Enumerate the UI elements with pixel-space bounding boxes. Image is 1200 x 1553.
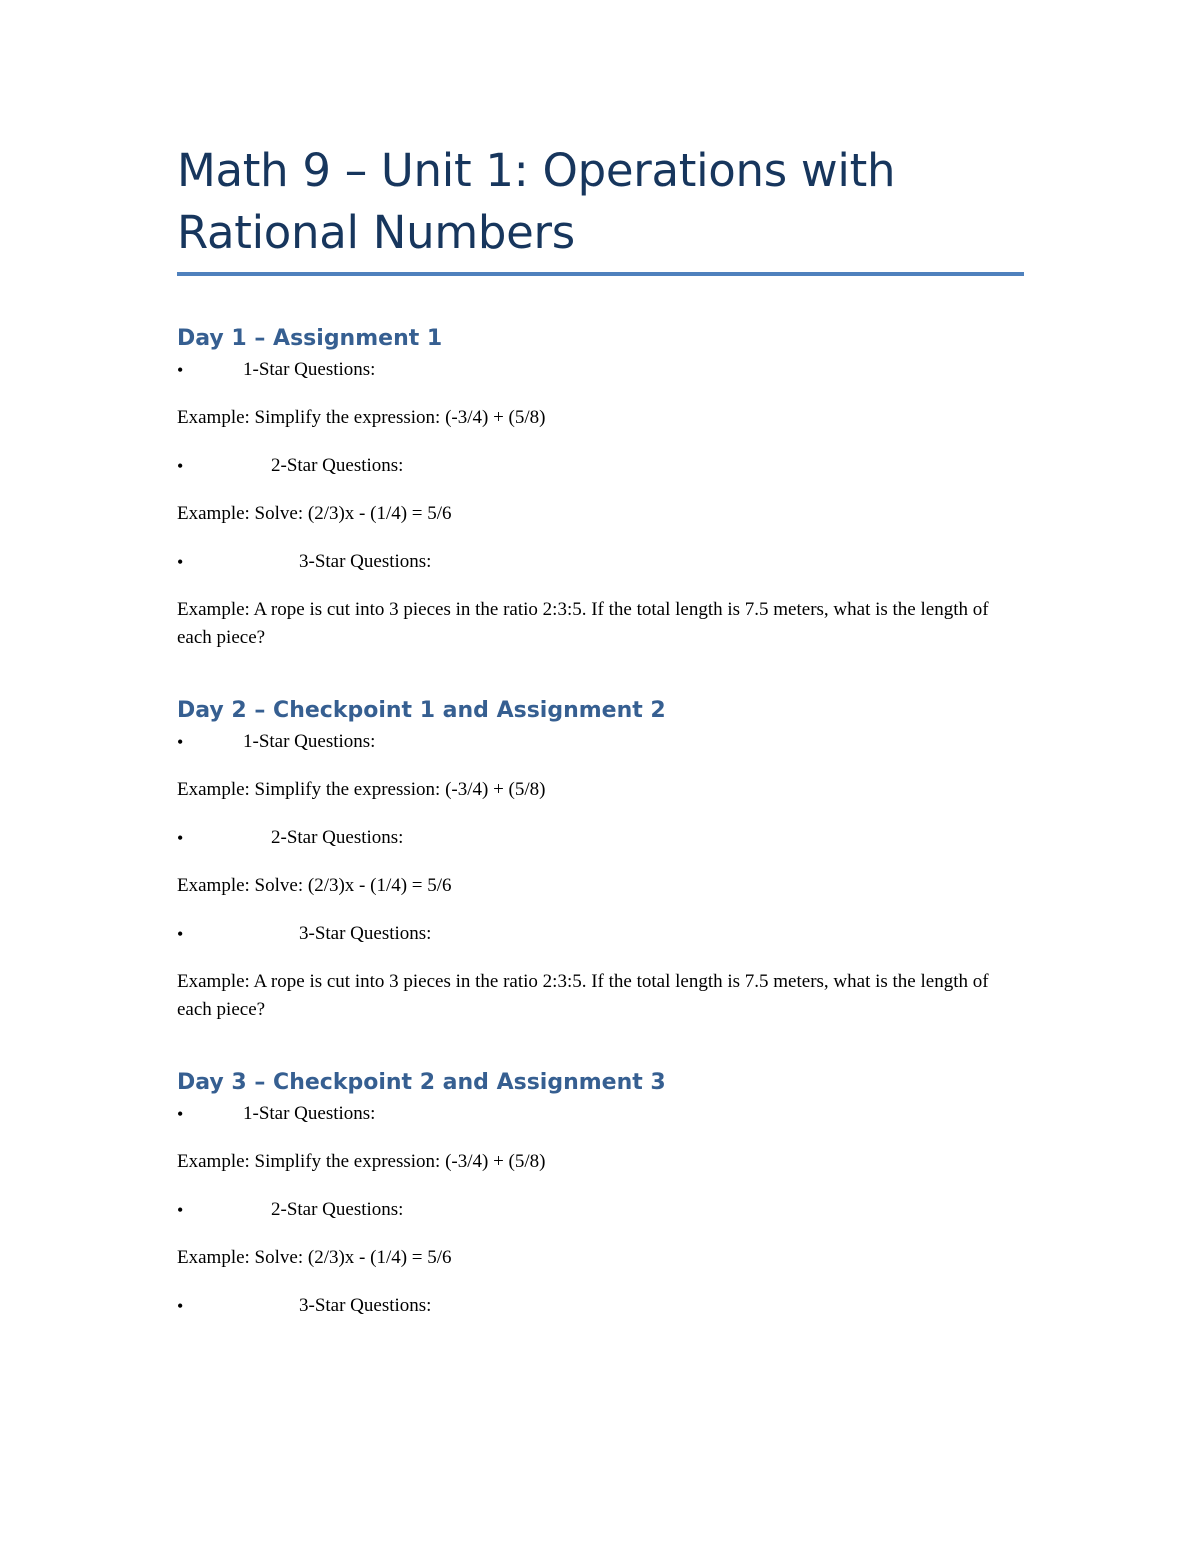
question-level-label: 1-Star Questions:: [243, 731, 376, 752]
document-body: [177, 140, 1024, 1364]
question-level-item: [177, 548, 1024, 576]
question-level-item: [177, 1196, 1024, 1224]
question-level-item: [177, 1100, 1024, 1128]
bullet-icon: •: [177, 552, 184, 572]
question-level-label: 2-Star Questions:: [271, 455, 404, 476]
bullet-icon: •: [177, 456, 184, 476]
bullet-icon: •: [177, 360, 184, 380]
example-text: Example: Simplify the expression: (-3/4) + (5/8): [177, 407, 546, 428]
bullet-icon: •: [177, 1104, 184, 1124]
question-level-item: [177, 728, 1024, 756]
question-level-label: 3-Star Questions:: [299, 923, 432, 944]
title-underline: [177, 272, 1024, 276]
question-level-label: 3-Star Questions:: [299, 551, 432, 572]
question-level-item: [177, 1292, 1024, 1320]
day-3-section: [177, 1068, 1024, 1320]
day-heading: Day 3 – Checkpoint 2 and Assignment 3: [177, 1070, 666, 1095]
example-text: Example: A rope is cut into 3 pieces in the ratio 2:3:5. If the total length is 7.5 meters, what is the length of each piece?: [177, 971, 989, 1020]
question-level-label: 3-Star Questions:: [299, 1295, 432, 1316]
day-heading: Day 2 – Checkpoint 1 and Assignment 2: [177, 698, 666, 723]
question-level-label: 2-Star Questions:: [271, 827, 404, 848]
question-level-item: [177, 920, 1024, 948]
example-text: Example: A rope is cut into 3 pieces in the ratio 2:3:5. If the total length is 7.5 meters, what is the length of each piece?: [177, 599, 989, 648]
question-level-item: [177, 452, 1024, 480]
document-title: Math 9 – Unit 1: Operations with Rational Numbers: [177, 144, 896, 259]
bullet-icon: •: [177, 732, 184, 752]
example-text: Example: Simplify the expression: (-3/4) + (5/8): [177, 779, 546, 800]
question-level-label: 2-Star Questions:: [271, 1199, 404, 1220]
day-2-section: [177, 696, 1024, 1024]
day-1-section: [177, 324, 1024, 652]
day-heading: Day 1 – Assignment 1: [177, 326, 443, 351]
bullet-icon: •: [177, 924, 184, 944]
example-text: Example: Simplify the expression: (-3/4) + (5/8): [177, 1151, 546, 1172]
example-text: Example: Solve: (2/3)x - (1/4) = 5/6: [177, 503, 452, 524]
example-text: Example: Solve: (2/3)x - (1/4) = 5/6: [177, 1247, 452, 1268]
question-level-item: [177, 356, 1024, 384]
bullet-icon: •: [177, 828, 184, 848]
question-level-item: [177, 824, 1024, 852]
question-level-label: 1-Star Questions:: [243, 359, 376, 380]
question-level-label: 1-Star Questions:: [243, 1103, 376, 1124]
example-text: Example: Solve: (2/3)x - (1/4) = 5/6: [177, 875, 452, 896]
bullet-icon: •: [177, 1296, 184, 1316]
bullet-icon: •: [177, 1200, 184, 1220]
